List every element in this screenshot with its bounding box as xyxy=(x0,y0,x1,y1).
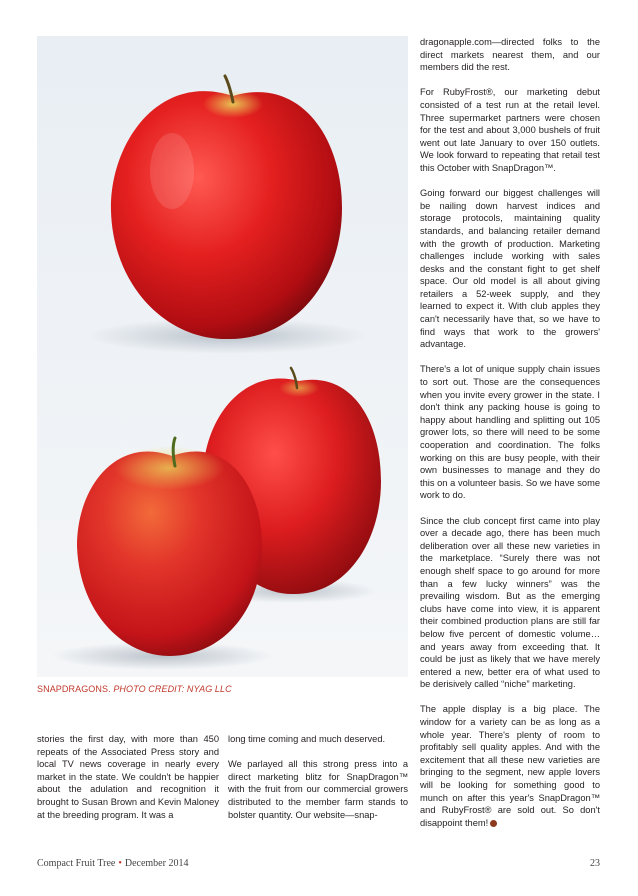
photo-caption xyxy=(37,684,232,694)
article-column-right xyxy=(420,36,600,842)
article-column-bottom-left xyxy=(37,733,219,834)
paragraph: There's a lot of unique supply chain issues to sort out. Those are the consequences when you invite every grower in the state. I don't think any packing house is going to happy about handling and splitting out 105 grower lots, so there will need to be some cooperation and coordination. The folks working on this are busy people, with their own businesses to manage and they do this on a volunteer basis. So we have some work to do. xyxy=(420,364,600,501)
article-column-bottom-middle xyxy=(228,733,408,834)
apple-top xyxy=(111,91,342,339)
apples-illustration xyxy=(37,36,408,677)
paragraph-final-text: The apple display is a big place. The window for a variety can be as long as a whole year. There's plenty of room to profitably sell quality apples. And with the excitement that all these new varieties are bringing to the segment, new apple lovers will be looking for something good to munch on after this year's SnapDragon™ and RubyFrost® are sold out. So don't disappoint them! xyxy=(420,704,600,828)
footer-separator: • xyxy=(118,858,122,869)
paragraph: long time coming and much deserved. xyxy=(228,734,386,744)
publication-name: Compact Fruit Tree xyxy=(37,858,116,869)
issue-date: December 2014 xyxy=(124,858,189,869)
paragraph-final xyxy=(420,703,600,829)
caption-credit: PHOTO CREDIT: NYAG LLC xyxy=(113,684,232,694)
page-number: 23 xyxy=(590,858,600,869)
apples-photo xyxy=(37,36,408,677)
apple-icon xyxy=(490,820,497,827)
paragraph: dragonapple.com—directed folks to the direct markets nearest them, and our members did the rest. xyxy=(420,37,600,73)
paragraph: We parlayed all this strong press into a direct marketing blitz for SnapDragon™ with the fruit from our commercial growers distributed to the member farm stands to bolster quantity. Our website—snap- xyxy=(228,759,408,820)
paragraph: Going forward our biggest challenges will be nailing down harvest indices and storage protocols, maintaining quality standards, and balancing retailer demand with the growth of production. Marketing challenges include working with sales desks and the constant fight to get shelf space. Our old model is all about giving retailers a 52-week supply, and they learned to expect it. With club apples they can't necessarily have that, so we have to find ways that work to the growers' advantage. xyxy=(420,188,600,350)
paragraph: For RubyFrost®, our marketing debut consisted of a test run at the retail level. Three supermarket partners were chosen for the test and about 3,000 bushels of fruit went out late January to over 150 outlets. We look forward to repeating that retail test this October with SnapDragon™. xyxy=(420,87,600,173)
paragraph: stories the first day, with more than 450 repeats of the Associated Press story and local TV news coverage in nearly every market in the state. We couldn't be happier about the adulation and recognition it brought to Susan Brown and Kevin Maloney at the breeding program. It was a xyxy=(37,734,219,820)
caption-label: SNAPDRAGONS. xyxy=(37,684,111,694)
paragraph: Since the club concept first came into play over a decade ago, there has been much deliberation over all these new varieties in the marketplace. “Surely there was not enough shelf space to go around for more than a few lucky winners” was the prevailing wisdom. But as the emerging clubs have come into view, it is apparent their combined production plans are still far below five percent of domestic volume… and years away from exceeding that. It could be just as likely that we have merely entered a new, better era of what used to be derisively called “niche” marketing. xyxy=(420,515,600,690)
footer-publication-info xyxy=(37,858,188,869)
